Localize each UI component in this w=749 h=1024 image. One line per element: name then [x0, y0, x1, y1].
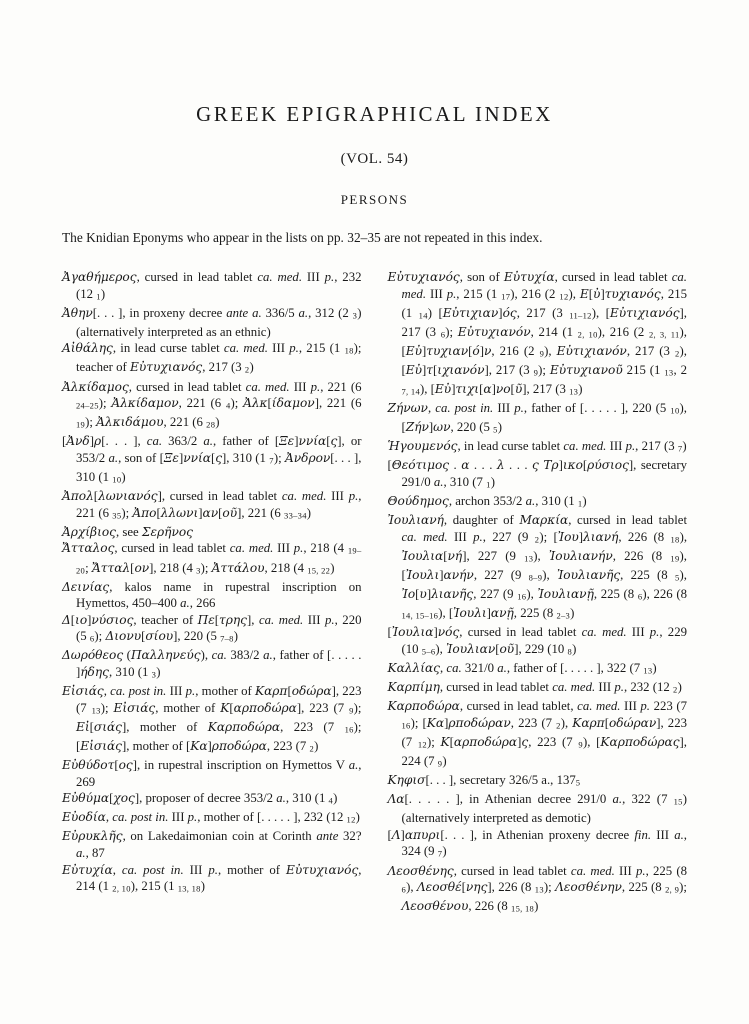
- latin-abbreviation: ca. post in.: [435, 401, 494, 416]
- greek-name: Ἰουλια: [391, 625, 434, 640]
- greek-name: Εὐρυκλῆς: [62, 829, 123, 844]
- greek-name: Ἀπο: [132, 505, 157, 520]
- greek-name: σίου: [145, 629, 174, 644]
- line-reference-subscript: 13: [664, 367, 674, 378]
- line-reference-subscript: 2, 9: [665, 884, 680, 895]
- greek-name: ρποδώρα: [211, 738, 267, 753]
- line-reference-subscript: 2: [309, 743, 315, 754]
- greek-name: ς: [330, 434, 338, 449]
- greek-name: Εὐτυχιανόν: [457, 324, 531, 339]
- latin-abbreviation: p.: [185, 684, 196, 699]
- line-reference-subscript: 3: [151, 669, 157, 680]
- index-entry: Ἀρχίβιος, see Σερῆνος: [62, 524, 193, 539]
- line-reference-subscript: 11–12: [569, 310, 592, 321]
- greek-name: Κ: [440, 734, 450, 749]
- line-reference-subscript: 14: [418, 310, 428, 321]
- index-entry: Αἰθάλης, in lead curse tablet ca. med. III p., 215 (1 18); teacher of Εὐτυχιανός, 217 (3 2): [62, 341, 362, 375]
- greek-name: ρ: [94, 434, 102, 449]
- greek-name: ανῇ: [490, 606, 514, 621]
- greek-name: α: [483, 382, 492, 397]
- line-reference-subscript: 12: [346, 814, 356, 825]
- greek-name: Ἀττάλου: [211, 560, 265, 575]
- index-entry: Ἡγουμενός, in lead curse tablet ca. med. III p., 217 (3 7): [387, 439, 687, 454]
- greek-name: Ἀγαθήμερος: [62, 270, 137, 284]
- line-reference-subscript: 13, 18: [177, 883, 201, 894]
- greek-name: Εὐτιχιαν: [442, 305, 499, 320]
- line-reference-subscript: 2: [244, 364, 250, 375]
- greek-name: Καλλίας: [387, 660, 440, 675]
- greek-name: Αἰθάλης: [62, 341, 113, 356]
- latin-abbreviation: a.: [525, 494, 536, 509]
- latin-abbreviation: ca. med.: [245, 379, 290, 394]
- latin-abbreviation: ca. med.: [401, 529, 448, 544]
- greek-name: Εὐοδία: [62, 810, 106, 825]
- greek-name: ς: [215, 450, 223, 465]
- index-entry: Δωρόθεος (Παλληνεύς), ca. 383/2 a., father of [. . . . . ]ήδης, 310 (1 3): [62, 648, 362, 680]
- line-reference-subscript: 18: [670, 534, 680, 545]
- greek-name: απυρι: [404, 827, 441, 842]
- line-reference-subscript: 3: [196, 565, 201, 575]
- line-reference-subscript: 7: [269, 455, 274, 466]
- greek-name: σιάς: [93, 719, 122, 734]
- greek-name: ιο: [75, 612, 88, 627]
- greek-name: νός: [437, 625, 460, 640]
- greek-name: Θεότιμος: [391, 458, 450, 473]
- latin-abbreviation: ca. med.: [401, 270, 687, 301]
- line-reference-subscript: 7–8: [220, 633, 234, 644]
- greek-name: λιανή: [583, 529, 619, 544]
- latin-abbreviation: ca.: [146, 434, 163, 449]
- line-reference-subscript: 10: [112, 474, 122, 485]
- greek-name: Εἰσιάς: [62, 684, 104, 699]
- greek-name: Καρποδώρα: [207, 719, 281, 734]
- line-reference-subscript: 13: [524, 553, 534, 564]
- latin-abbreviation: a.: [76, 846, 86, 860]
- greek-name: Λεοσθένου: [401, 899, 469, 914]
- greek-name: Δωρόθεος: [62, 648, 124, 663]
- greek-name: Καρπίμη: [387, 680, 440, 695]
- greek-name: Εὐτυχιανός: [387, 270, 460, 284]
- latin-abbreviation: ca. med.: [570, 863, 615, 878]
- greek-name: Λ: [391, 827, 401, 842]
- index-entry: Εὐτυχιανός, son of Εὐτυχία, cursed in lead tablet ca. med. III p., 215 (1 17), 216 (2 12), Ε[ὐ]τυχιανός, 215 (1 14) [Εὐτιχιαν]ός, 217 (3 11–12), [Εὐτιχιανός], 217 (3 6); Εὐτυχιανόν, 214 (1 2, 10), 216 (2 2, 3, 11), [Εὐ]τυχιαν[ό]ν, 216 (2 9), Εὐτιχιανόν, 217 (3 2), [Εὐ]τ[ιχιανόν], 217 (3 9); Εὐτυχιανοῦ 215 (1 13, 2 7, 14), [Εὐ]τιχι[α]νο[ῦ], 217 (3 13): [387, 270, 688, 397]
- greek-name: Ἰουλι: [453, 606, 487, 621]
- line-reference-subscript: 5: [493, 424, 498, 435]
- greek-name: Εὐθύμα: [62, 791, 110, 806]
- greek-name: ός: [502, 305, 517, 320]
- line-reference-subscript: 5–6: [421, 646, 436, 657]
- line-reference-subscript: 6: [637, 591, 643, 602]
- greek-name: ον: [134, 560, 150, 575]
- greek-name: ιχιανόν: [437, 362, 485, 377]
- greek-name: Καρποδώρας: [600, 734, 680, 749]
- greek-name: Ἰουλιαν: [446, 641, 496, 656]
- latin-abbreviation: p.: [289, 341, 299, 356]
- index-columns: [62, 269, 687, 917]
- greek-name: ό: [472, 343, 480, 358]
- greek-name: Κηφισ: [387, 773, 426, 788]
- greek-name: υ: [419, 587, 427, 602]
- greek-name: Ἀρχίβιος: [62, 524, 116, 539]
- line-reference-subscript: 16: [517, 591, 527, 602]
- greek-name: Ἀλκίδαμος: [62, 379, 129, 394]
- line-reference-subscript: 2: [534, 534, 540, 545]
- latin-abbreviation: p.: [324, 270, 335, 284]
- line-reference-subscript: 6: [401, 884, 407, 895]
- latin-abbreviation: a.: [180, 596, 190, 611]
- index-entry: Λεοσθένης, cursed in lead tablet ca. med. III p., 225 (8 6), Λεοσθέ[νης], 226 (8 13); Λεοσθένην, 225 (8 2, 9); Λεοσθένου, 226 (8 15, 18): [387, 863, 687, 914]
- greek-name: Ἰουλιανή: [387, 513, 444, 528]
- latin-abbreviation: p.: [635, 863, 646, 878]
- greek-name: Παλληνεύς: [130, 648, 201, 663]
- greek-name: Εὐτυχιανός: [130, 360, 203, 375]
- greek-name: Κα: [426, 715, 445, 730]
- latin-abbreviation: a.: [263, 648, 273, 663]
- latin-abbreviation: ca. med.: [257, 270, 303, 284]
- line-reference-subscript: 14, 15–16: [401, 610, 439, 621]
- greek-name: Κα: [190, 738, 208, 753]
- latin-abbreviation: a.: [674, 827, 684, 842]
- latin-abbreviation: p.: [625, 439, 636, 454]
- index-entry: Δεινίας, kalos name in rupestral inscription on Hymettos, 450–400 a., 266: [62, 579, 362, 611]
- greek-name: λιανῆς: [431, 587, 474, 602]
- line-reference-subscript: 7: [437, 848, 443, 859]
- greek-name: Λα: [387, 792, 405, 807]
- greek-name: Τρ: [543, 458, 559, 473]
- greek-name: Εὐτυχία: [503, 270, 555, 284]
- line-reference-subscript: 13: [643, 665, 653, 676]
- latin-abbreviation: p.: [348, 489, 359, 504]
- greek-name: Ἡγουμενός: [387, 439, 458, 454]
- greek-name: ος: [118, 758, 133, 773]
- line-reference-subscript: 1: [486, 479, 491, 490]
- latin-abbreviation: a.: [612, 792, 623, 807]
- greek-name: ννία: [183, 450, 211, 465]
- greek-name: Εὐτυχιανοῦ: [549, 362, 623, 377]
- greek-name: Ζήνων: [387, 401, 428, 416]
- greek-name: οδώραν: [608, 715, 657, 730]
- greek-name: ννία: [298, 434, 327, 449]
- latin-abbreviation: ante a.: [226, 305, 262, 320]
- greek-name: Ἄτταλος: [62, 541, 115, 556]
- line-reference-subscript: 12: [417, 739, 427, 750]
- greek-name: Εὐτυχία: [62, 862, 113, 877]
- volume-subtitle: (VOL. 54): [340, 151, 409, 167]
- greek-name: Ε: [579, 286, 589, 301]
- greek-name: Λεοσθέ: [416, 880, 462, 895]
- greek-name: ὐ: [593, 286, 601, 301]
- intro-note: The Knidian Eponyms who appear in the lists on pp. 32–35 are not repeated in this index.: [62, 230, 543, 245]
- greek-name: Καρπ: [572, 715, 605, 730]
- latin-abbreviation: p.: [325, 612, 335, 627]
- line-reference-subscript: 24–25: [76, 400, 99, 411]
- greek-name: οῦ: [222, 505, 238, 520]
- index-entry: Λα[. . . . . ], in Athenian decree 291/0 a., 322 (7 15) (alternatively interpreted as demotic): [387, 792, 687, 826]
- latin-abbreviation: a.: [108, 450, 119, 465]
- line-reference-subscript: 10: [670, 405, 680, 416]
- greek-name: ν: [484, 343, 492, 358]
- index-entry: [Λ]απυρι[. . . ], in Athenian proxeny decree fin. III a., 324 (9 7): [387, 827, 687, 859]
- line-reference-subscript: 13: [534, 884, 544, 895]
- greek-name: Ἰου: [557, 529, 579, 544]
- index-entry: [Ἀνδ]ρ[. . . ], ca. 363/2 a., father of [Ξε]ννία[ς], or 353/2 a., son of [Ξε]ννία[ς], 310 (1 7); Ἀνδρον[. . . ], 310 (1 10): [62, 434, 362, 485]
- latin-abbreviation: ca. med.: [552, 680, 596, 695]
- line-reference-subscript: 7: [677, 443, 683, 454]
- greek-name: αν: [202, 505, 219, 520]
- index-entry: Δ[ιο]νύσιος, teacher of Πε[τρης], ca. med. III p., 220 (5 6); Διονυ[σίου], 220 (5 7–8): [62, 612, 362, 644]
- greek-name: Καρπ: [255, 684, 288, 699]
- index-entry: Ἀπολ[λωνιανός], cursed in lead tablet ca. med. III p., 221 (6 35); Ἀπο[λλωνι]αν[οῦ], 221 (6 33–34): [62, 489, 362, 521]
- latin-abbreviation: p.: [514, 401, 524, 416]
- latin-abbreviation: p.: [446, 286, 457, 301]
- greek-name: Εἰσιάς: [113, 700, 156, 715]
- latin-abbreviation: a.: [497, 660, 507, 675]
- greek-name: α: [461, 458, 470, 473]
- greek-name: λ: [496, 458, 505, 473]
- greek-name: ς: [521, 734, 529, 749]
- latin-abbreviation: ca. med.: [577, 699, 621, 714]
- greek-name: Καρποδώρα: [387, 699, 460, 714]
- latin-abbreviation: p.: [187, 810, 198, 825]
- line-reference-subscript: 2, 10: [112, 883, 131, 894]
- greek-name: Ἰουλιανῇ: [537, 587, 594, 602]
- greek-name: λλωνι: [160, 505, 199, 520]
- line-reference-subscript: 15, 22: [307, 565, 331, 575]
- greek-name: Ἀλκίδαμον: [111, 396, 179, 411]
- line-reference-subscript: 2, 10: [577, 329, 598, 340]
- line-reference-subscript: 28: [206, 419, 216, 430]
- line-reference-subscript: 19–20: [76, 545, 362, 575]
- greek-name: αρποδώρα: [453, 734, 518, 749]
- index-entry: Εὐρυκλῆς, on Lakedaimonian coin at Corinth ante 32? a., 87: [62, 829, 362, 860]
- line-reference-subscript: 9: [349, 705, 354, 716]
- greek-name: Ἀνδρον: [284, 450, 331, 465]
- greek-name: ῦ: [514, 382, 523, 397]
- line-reference-subscript: 4: [225, 400, 231, 411]
- index-entry: Καλλίας, ca. 321/0 a., father of [. . . . . ], 322 (7 13): [387, 660, 657, 676]
- greek-name: Ἀνδ: [66, 434, 90, 449]
- index-entry: Καρποδώρα, cursed in lead tablet, ca. med. III p. 223 (7 16); [Κα]ρποδώραν, 223 (7 2), Καρπ[οδώραν], 223 (7 12); Κ[αρποδώρα]ς, 223 (7 9), [Καρποδώρας], 224 (7 9): [387, 699, 688, 769]
- greek-name: τ: [426, 362, 434, 377]
- latin-abbreviation: p.: [293, 541, 304, 556]
- latin-abbreviation: p.: [640, 699, 651, 714]
- index-column-left: [62, 269, 362, 917]
- greek-name: Εὐ: [405, 343, 423, 358]
- index-entry: Θούδημος, archon 353/2 a., 310 (1 1): [387, 494, 587, 509]
- greek-name: οῦ: [499, 641, 515, 656]
- line-reference-subscript: 2: [556, 720, 561, 731]
- index-entry: Ζήνων, ca. post in. III p., father of [. . . . . ], 220 (5 10), [Ζήν]ων, 220 (5 5): [387, 401, 687, 435]
- greek-name: νύσιος: [91, 612, 134, 627]
- index-column-right: [388, 269, 688, 917]
- latin-abbreviation: ante: [316, 829, 339, 844]
- line-reference-subscript: 15, 18: [511, 903, 535, 914]
- latin-abbreviation: ca. med.: [223, 341, 268, 356]
- line-reference-subscript: 5: [575, 777, 581, 788]
- greek-name: Σερῆνος: [141, 524, 193, 539]
- line-reference-subscript: 9: [437, 758, 443, 769]
- line-reference-subscript: 6: [440, 329, 446, 340]
- line-reference-subscript: 8–9: [528, 572, 543, 583]
- greek-name: Ἀπολ: [62, 489, 94, 504]
- latin-abbreviation: ca. med.: [258, 612, 304, 627]
- line-reference-subscript: 33–34: [284, 510, 307, 521]
- index-entry: Εὐθύμα[χος], proposer of decree 353/2 a., 310 (1 4): [62, 791, 338, 806]
- line-reference-subscript: 35: [112, 510, 122, 521]
- index-entry: Εἰσιάς, ca. post in. III p., mother of Καρπ[οδώρα], 223 (7 13); Εἰσιάς, mother of Κ[αρποδώρα], 223 (7 9); Εἰ[σιάς], mother of Καρποδώρα, 223 (7 16); [Εἰσιάς], mother of [Κα]ρποδώρα, 223 (7 2): [62, 684, 362, 754]
- greek-name: Θούδημος: [387, 494, 449, 509]
- greek-name: Ἰο: [401, 587, 416, 602]
- line-reference-subscript: 1: [96, 291, 101, 302]
- greek-name: ίδαμον: [271, 396, 315, 411]
- greek-name: ικο: [562, 458, 583, 473]
- greek-name: Εὐτιχιανός: [609, 305, 680, 320]
- latin-abbreviation: a.: [433, 475, 444, 490]
- index-entry: Ἀλκίδαμος, cursed in lead tablet ca. med. III p., 221 (6 24–25); Ἀλκίδαμον, 221 (6 4); Ἀλκ[ίδαμον], 221 (6 19); Ἀλκιδάμου, 221 (6 28): [62, 379, 362, 430]
- line-reference-subscript: 13: [91, 705, 101, 716]
- line-reference-subscript: 12: [559, 291, 569, 302]
- line-reference-subscript: 16: [344, 724, 354, 735]
- index-entry: Καρπίμη, cursed in lead tablet ca. med. III p., 232 (12 2): [387, 680, 682, 695]
- latin-abbreviation: ca. med.: [563, 439, 607, 454]
- greek-name: Εὐ: [434, 382, 452, 397]
- latin-abbreviation: a.: [203, 434, 213, 449]
- greek-name: Εἰ: [76, 719, 90, 734]
- greek-name: νης: [465, 880, 488, 895]
- greek-name: Εἰσιάς: [80, 738, 122, 753]
- greek-name: νο: [495, 382, 511, 397]
- latin-abbreviation: ca. post in.: [110, 684, 167, 699]
- greek-name: τυχιαν: [426, 343, 469, 358]
- index-entry: Κηφισ[. . . ], secretary 326/5 a., 1375: [387, 773, 581, 788]
- greek-name: Εὐ: [405, 362, 423, 377]
- latin-abbreviation: ca.: [211, 648, 227, 663]
- greek-name: ήδης: [80, 665, 109, 680]
- greek-name: ρποδώραν: [448, 715, 511, 730]
- latin-abbreviation: p.: [208, 862, 218, 877]
- line-reference-subscript: 7, 14: [401, 386, 420, 397]
- greek-name: οδώρα: [291, 684, 332, 699]
- greek-name: Δεινίας: [62, 579, 110, 594]
- latin-abbreviation: ca. post in.: [112, 810, 169, 825]
- greek-name: Ἰουλια: [401, 548, 444, 563]
- latin-abbreviation: ca. post in.: [121, 862, 184, 877]
- index-entry: Ἀθην[. . . ], in proxeny decree ante a. 336/5 a., 312 (2 3) (alternatively interpreted as an ethnic): [62, 305, 362, 339]
- latin-abbreviation: a.: [276, 791, 286, 806]
- greek-name: Λεοσθένην: [555, 880, 622, 895]
- greek-name: Δ: [62, 612, 71, 627]
- line-reference-subscript: 16: [401, 720, 411, 731]
- greek-name: Ξε: [163, 450, 179, 465]
- latin-abbreviation: a.: [298, 305, 309, 320]
- greek-name: τυχιανός: [604, 286, 661, 301]
- line-reference-subscript: 5: [674, 572, 680, 583]
- index-entry: Ἰουλιανή, daughter of Μαρκία, cursed in lead tablet ca. med. III p., 227 (9 2); [Ἰου]λιανή, 226 (8 18), Ἰουλια[νή], 227 (9 13), Ἰουλιανήν, 226 (8 19), [Ἰουλι]ανήν, 227 (9 8–9), Ἰουλιανῆς, 225 (8 5), Ἰο[υ]λιανῆς, 227 (9 16), Ἰουλιανῇ, 225 (8 6), 226 (8 14, 15–16), [Ἰουλι]ανῇ, 225 (8 2–3): [387, 513, 688, 621]
- greek-name: ς: [532, 458, 539, 473]
- greek-name: Λεοσθένης: [387, 863, 454, 878]
- line-reference-subscript: 2: [673, 684, 678, 695]
- greek-name: Ξε: [279, 434, 295, 449]
- greek-name: ρύσιος: [587, 458, 629, 473]
- latin-abbreviation: fin.: [634, 827, 652, 842]
- line-reference-subscript: 15: [673, 796, 683, 807]
- greek-name: Εὐτιχιανόν: [556, 343, 627, 358]
- greek-name: Εὐτυχιανός: [286, 862, 359, 877]
- latin-abbreviation: a.: [348, 758, 359, 773]
- greek-name: Ἰουλι: [405, 568, 440, 582]
- greek-name: ων: [433, 420, 451, 435]
- section-heading: PERSONS: [340, 192, 409, 207]
- line-reference-subscript: 2–3: [556, 610, 571, 621]
- greek-name: αρποδώρα: [233, 700, 297, 715]
- greek-name: Πε: [197, 612, 215, 627]
- latin-abbreviation: p.: [614, 680, 624, 695]
- index-entry: Εὐοδία, ca. post in. III p., mother of [. . . . . ], 232 (12 12): [62, 810, 360, 825]
- index-entry: [Θεότιμος . α . . . λ . . . ς Τρ]ικο[ρύσιος], secretary 291/0 a., 310 (7 1): [387, 458, 688, 490]
- latin-abbreviation: ca. med.: [581, 625, 627, 640]
- line-reference-subscript: 6: [89, 633, 95, 644]
- index-entry: Εὐτυχία, ca. post in. III p., mother of Εὐτυχιανός, 214 (1 2, 10), 215 (1 13, 18): [62, 862, 362, 894]
- greek-name: νή: [447, 548, 463, 563]
- greek-name: Μαρκία: [519, 513, 569, 528]
- greek-name: τρης: [219, 612, 247, 627]
- greek-name: Ἀλκιδάμου: [96, 415, 164, 430]
- latin-abbreviation: p.: [473, 529, 483, 544]
- page-title: GREEK EPIGRAPHICAL INDEX: [196, 102, 553, 126]
- latin-abbreviation: ca. med.: [229, 541, 274, 556]
- line-reference-subscript: 19: [670, 553, 680, 564]
- line-reference-subscript: 17: [501, 291, 511, 302]
- latin-abbreviation: p.: [310, 379, 321, 394]
- line-reference-subscript: 9: [539, 348, 545, 359]
- line-reference-subscript: 8: [567, 646, 573, 657]
- greek-name: Ἀλκ: [243, 396, 268, 411]
- line-reference-subscript: 9: [578, 739, 583, 750]
- line-reference-subscript: 2: [674, 348, 680, 359]
- latin-abbreviation: ca.: [446, 660, 462, 675]
- greek-name: Κ: [220, 700, 230, 715]
- greek-name: λωνιανός: [98, 489, 158, 504]
- line-reference-subscript: 4: [328, 795, 334, 806]
- line-reference-subscript: 9: [533, 367, 539, 378]
- greek-name: Ζήν: [405, 420, 429, 435]
- greek-name: Ἰουλιανῆς: [556, 568, 621, 582]
- index-entry: [Ἰουλια]νός, cursed in lead tablet ca. med. III p., 229 (10 5–6), Ἰουλιαν[οῦ], 229 (10 8): [387, 625, 687, 657]
- index-entry: Ἀγαθήμερος, cursed in lead tablet ca. med. III p., 232 (12 1): [62, 270, 362, 302]
- line-reference-subscript: 2, 3, 11: [649, 329, 680, 340]
- line-reference-subscript: 18: [344, 345, 354, 356]
- greek-name: Διονυ: [105, 629, 142, 644]
- latin-abbreviation: ca. med.: [281, 489, 327, 504]
- line-reference-subscript: 3: [352, 310, 358, 321]
- index-entry: Εὐθύδοτ[ος], in rupestral inscription on Hymettos V a., 269: [62, 758, 362, 789]
- line-reference-subscript: 1: [577, 498, 583, 509]
- greek-name: χος: [113, 791, 135, 806]
- line-reference-subscript: 19: [76, 419, 86, 430]
- greek-name: τιχι: [455, 382, 480, 397]
- greek-name: Ἀθην: [62, 305, 93, 320]
- line-reference-subscript: 13: [569, 386, 579, 397]
- greek-name: Ἰουλιανήν: [548, 548, 613, 563]
- latin-abbreviation: p.: [649, 625, 660, 640]
- greek-name: ανήν: [443, 568, 474, 582]
- greek-name: Ἄτταλ: [91, 560, 131, 575]
- greek-name: Εὐθύδοτ: [62, 758, 115, 773]
- index-entry: Ἄτταλος, cursed in lead tablet ca. med. III p., 218 (4 19–20; Ἄτταλ[ον], 218 (4 3); Ἀττάλου, 218 (4 15, 22): [62, 541, 362, 575]
